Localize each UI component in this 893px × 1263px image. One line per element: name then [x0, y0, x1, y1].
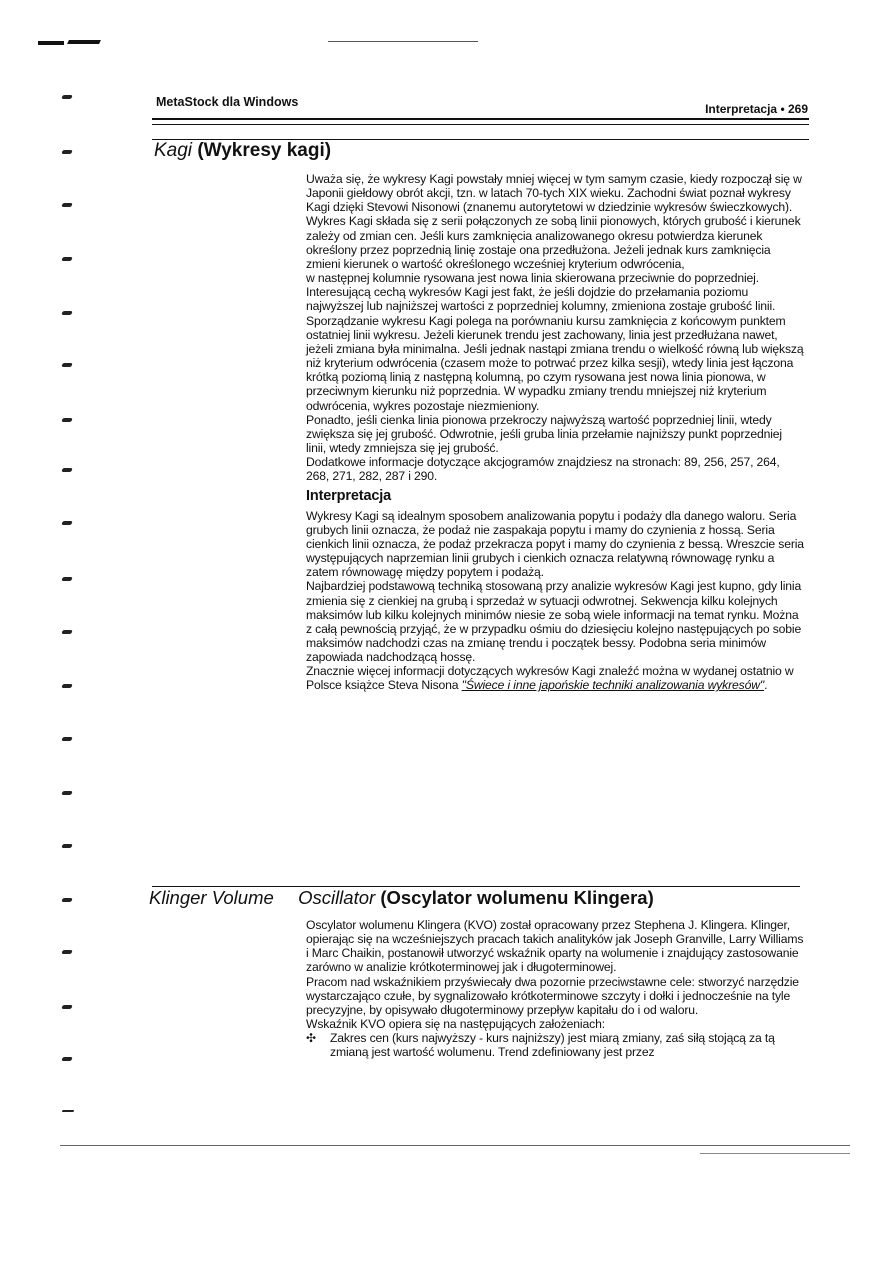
interpretation-heading: Interpretacja — [306, 488, 392, 505]
interpretation-paragraph: Najbardziej podstawową techniką stosowaną przy analizie wykresów Kagi jest kupno, gdy linia zmienia się z cienkiej na grubą i sprzedaż w sytuacji odwrotnej. Sekwencja kilku kolejnych maksimów lub kilku kolejnych minimów niesie ze sobą wiele informacji na temat rynku. Można z całą pewnością przyjąć, że w przypadku ośmiu do dziesięciu kolejno następujących po sobie maksimów nadchodzi czas na zmianę trendu i początek bessy. Podobna seria minimów zapowiada nadchodzącą hossę. — [306, 579, 802, 665]
kagi-paragraph: Dodatkowe informacje dotyczące akcjogramów znajdziesz na stronach: 89, 256, 257, 264, 268, 271, 282, 287 i 290. — [306, 455, 780, 484]
bottom-rule — [60, 1145, 850, 1146]
kagi-section-title — [154, 140, 331, 162]
kagi-paragraph: Uważa się, że wykresy Kagi powstały mniej więcej w tym samym czasie, kiedy rozpoczął się w Japonii giełdowy obrót akcji, tzn. w latach 70-tych XIX wieku. Zachodni świat poznał wykresy Kagi dzięki Stevowi Nisonowi (znanemu autorytetowi w dziedzinie wykresów świeczkowych). Wykres Kagi składa się z serii połączonych ze sobą linii pionowych, których grubość i kierunek zależy od zmian cen. Jeśli kurs zamknięcia analizowanego okresu potwierdza kierunek określony przez poprzednią linię zostaje ona przedłużona. Jeżeli jednak kurs zamknięcia zmieni kierunek o wartość określonego wcześniej kryterium odwrócenia, — [306, 172, 802, 271]
interpretation-paragraph-reference — [306, 664, 804, 692]
kvo-bullet-text: Zakres cen (kurs najwyższy - kurs najniższy) jest miarą zmiany, zaś siłą stojącą za tą zmianą jest wartość wolumenu. Trend zdefiniowany jest przez — [330, 1031, 775, 1060]
kagi-paragraph: Sporządzanie wykresu Kagi polega na porównaniu kursu zamknięcia z końcowym punktem ostatniej linii wykresu. Jeżeli kierunek trendu jest zachowany, linia jest przedłużana nawet, jeżeli zmiana była minimalna. Jeśli jednak nastąpi zmiana trendu o wielkość równą lub większą niż kryterium odwrócenia (czasem może to potrwać przez kilka sesji), wtedy linia jest łączona krótką poziomą linią z następną kolumną, po czym rysowana jest nowa linia pionowa, w przeciwnym kierunku niż poprzednia. W wypadku zmiany trendu mniejszej niż kryterium odwrócenia, wykres pozostaje niezmieniony. — [306, 313, 804, 413]
kagi-title-em: Kagi — [154, 140, 193, 161]
kvo-section-title — [149, 887, 654, 909]
kvo-body — [306, 918, 804, 1060]
kvo-bullet-item — [306, 1031, 804, 1059]
header-rule-thick — [152, 118, 809, 120]
kvo-paragraph: Wskaźnik KVO opiera się na następujących założeniach: — [306, 1017, 605, 1032]
book-title-reference: "Świece i inne japońskie techniki analizowania wykresów" — [461, 678, 765, 693]
bullet-icon: ✣ — [306, 1031, 317, 1046]
reference-text: Znacznie więcej informacji dotyczących wykresów Kagi znaleźć można w wydanej ostatnio w Polsce książce Steva Nisona — [306, 664, 794, 693]
running-header-left: MetaStock dla Windows — [156, 95, 299, 109]
kagi-title-rest: (Wykresy kagi) — [197, 140, 332, 161]
kagi-paragraph: Ponadto, jeśli cienka linia pionowa przekroczy najwyższą wartość poprzedniej linii, wtedy zwiększa się jej grubość. Odwrotnie, jeśli gruba linia przełamie najniższy punkt poprzedniej linii, wtedy zmniejsza się jej grubość. — [306, 412, 782, 455]
scan-top-rule — [328, 41, 478, 42]
interpretation-paragraph: Wykresy Kagi są idealnym sposobem analizowania popytu i podaży dla danego waloru. Seria grubych linii oznacza, że podaż nie zaspakaja popytu i mamy do czynienia z hossą. Seria cienkich linii oznacza, że podaż przekracza popyt i mamy do czynienia z bessą. Wreszcie seria występujących naprzemian linii grubych i cienkich oznacza relatywną równowagę rynku a zatem równowagę między popytem i podażą. — [306, 508, 804, 580]
kvo-title-em: Oscillator — [298, 887, 376, 908]
bottom-rule-2 — [700, 1153, 850, 1154]
scan-mark-top-2 — [67, 40, 101, 44]
kagi-body — [306, 172, 804, 693]
kagi-paragraph: w następnej kolumnie rysowana jest nowa linia skierowana przeciwnie do poprzedniej. Interesującą cechą wykresów Kagi jest fakt, że jeśli dojdzie do przełamania poziomu najwyższej lub najniższej wartości z poprzedniej kolumny, zmieniona zostaje grubość linii. — [306, 271, 776, 314]
header-rule-thin — [152, 124, 809, 125]
reference-end: . — [764, 678, 768, 693]
kvo-title-left: Klinger Volume — [149, 887, 274, 908]
scan-mark-top — [38, 41, 64, 45]
kvo-title-rest: (Oscylator wolumenu Klingera) — [380, 887, 654, 908]
running-header-right: Interpretacja • 269 — [705, 102, 808, 116]
kvo-paragraph: Oscylator wolumenu Klingera (KVO) został opracowany przez Stephena J. Klingera. Klinger, opierając się na wcześniejszych pracach takich analityków jak Joseph Granville, Larry Williams i Marc Chaikin, postanowił utworzyć wskaźnik oparty na wolumenie i znajdujący zastosowanie zarówno w analizie krótkoterminowej jak i długoterminowej. — [306, 918, 804, 975]
kvo-paragraph: Pracom nad wskaźnikiem przyświecały dwa pozornie przeciwstawne cele: stworzyć narzędzie wystarczająco czułe, by sygnalizowało krótkoterminowe szczyty i dołki i jednocześnie na tyle precyzyjne, by opisywało długoterminowy przepływ kapitału do i od waloru. — [306, 974, 799, 1017]
